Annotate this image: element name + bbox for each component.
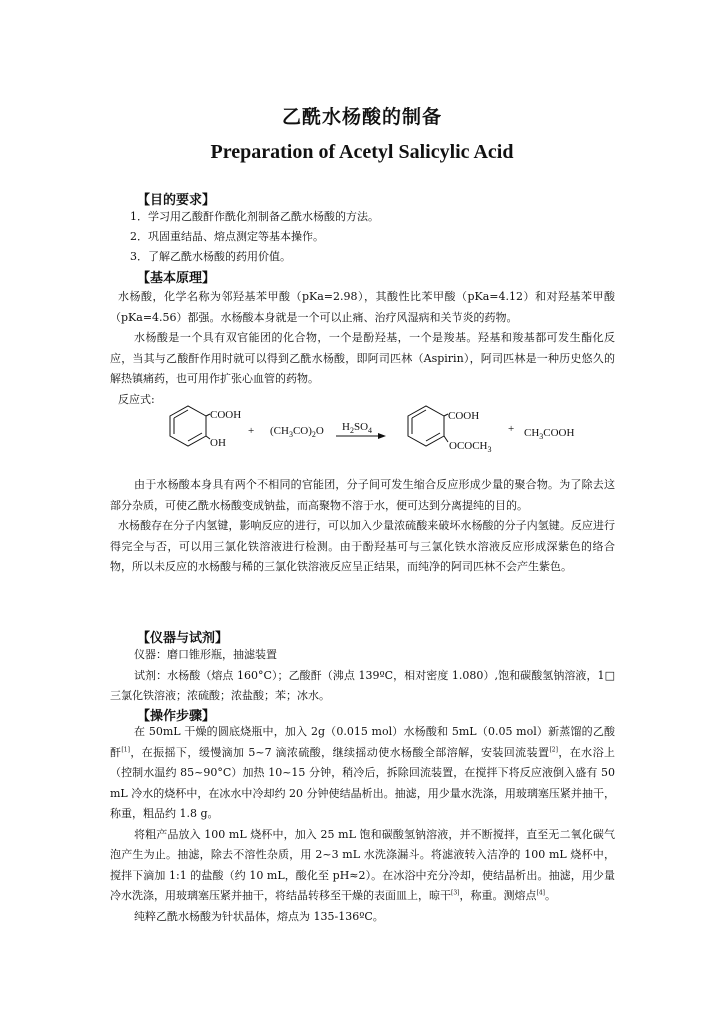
principle-paragraph-1: 水杨酸，化学名称为邻羟基苯甲酸（pKa=2.98），其酸性比苯甲酸（pKa=4.12）和对羟基苯甲酸（pKa=4.56）都强。水杨酸本身就是一个可以止痛、治疗风湿病和关节炎的药物。 [110,290,615,324]
reaction-scheme [150,402,610,470]
principle-text-block [110,287,615,410]
heading-principle: 【基本原理】 [137,271,216,286]
objective-item-2: 2．巩固重结晶、熔点测定等基本操作。 [130,230,324,243]
reactant1-cooh-label: COOH [210,409,242,421]
footnote-ref-2[interactable]: [2] [549,745,558,753]
instruments-line: 仪器：磨口锥形瓶，抽滤装置 [134,648,277,661]
principle-paragraph-3: 由于水杨酸本身具有两个不相同的官能团，分子间可发生缩合反应形成少量的聚合物。为了除去这部分杂质，可使乙酰水杨酸变成钠盐，而高聚物不溶于水，便可达到分离提纯的目的。 [110,478,615,512]
footnote-ref-4[interactable]: [4] [536,889,545,897]
objective-item-1: 1．学习用乙酸酐作酰化剂制备乙酰水杨酸的方法。 [130,210,379,223]
heading-objectives: 【目的要求】 [137,193,216,208]
product-cooh-label: COOH [448,410,480,422]
procedure-text-block [110,722,615,927]
plus-sign-1: + [248,425,255,437]
acetic-acid-formula: $CH_3COOH$ [524,427,575,441]
page-title: 乙酰水杨酸的制备 [281,106,442,128]
reactant1-oh-label: OH [210,437,226,449]
principle-text-block-2 [110,475,615,578]
page-subtitle-english: Preparation of Acetyl Salicylic Acid [210,141,514,163]
reagents-text-block [110,645,615,707]
principle-paragraph-4: 水杨酸存在分子内氢键，影响反应的进行，可以加入少量浓硫酸来破坏水杨酸的分子内氢键。反应进行得完全与否，可以用三氯化铁溶液进行检测。由于酚羟基可与三氯化铁水溶液反应形成深紫色的络合物，所以未反应的水杨酸与稀的三氯化铁溶液反应呈正结果，而纯净的阿司匹林不会产生紫色。 [110,519,615,573]
product-ococh3-label: $OCOCH_3$ [449,440,492,454]
reaction-arrow [336,421,386,439]
reaction-label: 反应式: [118,392,155,406]
procedure-paragraph-2: 将粗产品放入 100 mL 烧杯中，加入 25 mL 饱和碳酸氢钠溶液，并不断搅拌，直至无二氧化碳气泡产生为止。抽滤，除去不溶性杂质，用 2~3 mL 水洗涤漏斗。将滤液转入洁净的 100 mL 烧杯中，搅拌下滴加 1:1 的盐酸（约 10 mL，酸化至 pH≈2）。在冰浴中充分冷却，使结晶析出。抽滤，用少量冷水洗涤，用玻璃塞压紧并抽干，将结晶转移至干燥的表面皿上，晾干[3]，称重。测熔点[4]。 [110,827,615,902]
footnote-ref-1[interactable]: [1] [121,745,130,753]
objective-item-3: 3．了解乙酰水杨酸的药用价值。 [130,250,291,263]
heading-reagents: 【仪器与试剂】 [137,631,229,646]
acetic-anhydride-formula: $(CH_3CO)_2O$ [270,425,324,439]
principle-paragraph-2: 水杨酸是一个具有双官能团的化合物，一个是酚羟基，一个是羧基。羟基和羧基都可发生酯化反应，当其与乙酸酐作用时就可以得到乙酰水杨酸，即阿司匹林（Aspirin），阿司匹林是一种历史悠久的解热镇痛药，也可用作扩张心血管的药物。 [110,331,615,385]
catalyst-label: $H_2SO_4$ [342,421,373,435]
procedure-paragraph-1: 在 50mL 干燥的圆底烧瓶中，加入 2g（0.015 mol）水杨酸和 5mL（0.05 mol）新蒸馏的乙酸酐[1]，在振摇下，缓慢滴加 5~7 滴浓硫酸，继续摇动使水杨酸全部溶解，安装回流装置[2]，在水浴上（控制水温约 85~90°C）加热 10~15 分钟，稍冷后，拆除回流装置，在搅拌下将反应液倒入盛有 50 mL 冷水的烧杯中，在冰水中冷却约 20 分钟使结晶析出。抽滤，用少量水洗涤，用玻璃塞压紧并抽干，称重，粗品约 1.8 g。 [110,725,616,820]
procedure-paragraph-3: 纯粹乙酰水杨酸为针状晶体，熔点为 135-136ºC。 [134,909,384,923]
reagents-line: 试剂：水杨酸（熔点 160°C）；乙酸酐（沸点 139ºC，相对密度 1.080）,饱和碳酸氢钠溶液，1□三氯化铁溶液；浓硫酸；浓盐酸；苯；冰水。 [110,668,615,702]
plus-sign-2: + [508,423,515,435]
aspirin-structure [408,406,492,454]
salicylic-acid-structure [170,406,241,449]
footnote-ref-3[interactable]: [3] [451,889,460,897]
heading-procedure: 【操作步骤】 [137,709,216,724]
